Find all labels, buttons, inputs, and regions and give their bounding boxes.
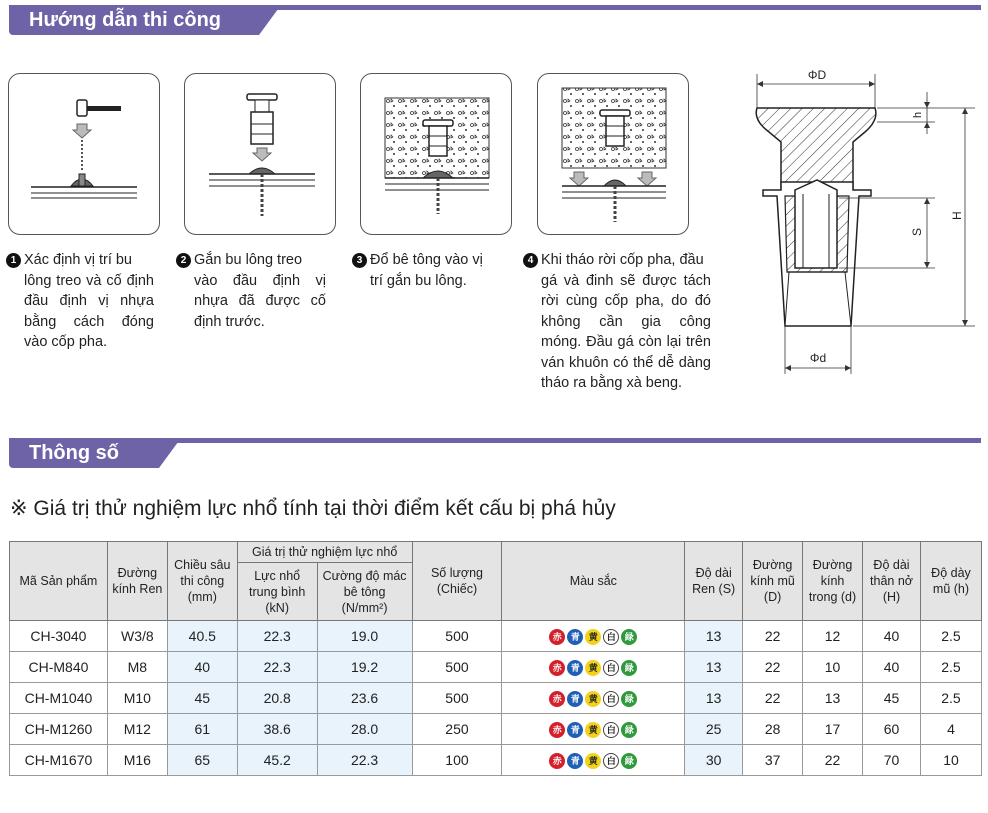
cell-h: 2.5 <box>920 683 981 714</box>
color-dot: 白 <box>603 629 619 645</box>
cell-strength: 19.2 <box>317 652 412 683</box>
cell-d: 13 <box>803 683 863 714</box>
cell-d: 10 <box>803 652 863 683</box>
cell-dia: M10 <box>107 683 167 714</box>
color-dot: 黄 <box>585 691 601 707</box>
color-dot: 赤 <box>549 722 565 738</box>
cell-depth: 40 <box>167 652 237 683</box>
dim-h: h <box>912 111 924 118</box>
cell-strength: 28.0 <box>317 714 412 745</box>
step-1-first-line: Xác định vị trí bu <box>24 252 132 268</box>
color-dot: 白 <box>603 691 619 707</box>
cell-code: CH-M840 <box>10 652 108 683</box>
cell-dia: W3/8 <box>107 621 167 652</box>
table-header-row <box>10 542 982 563</box>
cell-S: 30 <box>685 745 743 776</box>
cell-dia: M12 <box>107 714 167 745</box>
cell-d: 12 <box>803 621 863 652</box>
cell-S: 13 <box>685 621 743 652</box>
cell-pull: 45.2 <box>237 745 317 776</box>
th-H: Độ dài thân nở (H) <box>863 542 921 621</box>
table-body <box>10 621 982 776</box>
cell-qty: 500 <box>412 652 502 683</box>
step-2-text <box>176 250 326 332</box>
dim-S: S <box>910 227 924 236</box>
step-1-text <box>6 250 154 353</box>
step-2-number: 2 <box>176 253 191 268</box>
step-2-illustration <box>184 73 336 235</box>
color-dot: 青 <box>567 660 583 676</box>
cell-H: 70 <box>863 745 921 776</box>
th-D: Đường kính mũ (D) <box>743 542 803 621</box>
color-dot: 白 <box>603 722 619 738</box>
color-dot-group <box>549 722 637 738</box>
cell-H: 40 <box>863 621 921 652</box>
table-row <box>10 714 982 745</box>
color-dot: 赤 <box>549 691 565 707</box>
color-dot: 黄 <box>585 722 601 738</box>
cell-S: 13 <box>685 652 743 683</box>
cell-h: 4 <box>920 714 981 745</box>
color-dot: 赤 <box>549 753 565 769</box>
step-4-illustration <box>537 73 689 235</box>
table-row <box>10 683 982 714</box>
color-swatches <box>502 714 685 745</box>
step-2-rest: vào đầu định vị nhựa đã được cố định trước. <box>194 272 326 330</box>
anchor-cross-section-diagram <box>735 62 985 382</box>
th-qty: Số lượng (Chiếc) <box>412 542 502 621</box>
color-dot: 緑 <box>621 660 637 676</box>
table-row <box>10 621 982 652</box>
cell-D: 22 <box>743 652 803 683</box>
color-dot-group <box>549 660 637 676</box>
cell-depth: 61 <box>167 714 237 745</box>
step-1-number: 1 <box>6 253 21 268</box>
cell-depth: 40.5 <box>167 621 237 652</box>
color-dot-group <box>549 691 637 707</box>
cell-h: 2.5 <box>920 621 981 652</box>
step-3-rest: trí gắn bu lông. <box>370 272 467 289</box>
section-header-spec <box>9 438 981 468</box>
color-swatches <box>502 683 685 714</box>
th-h: Độ dày mũ (h) <box>920 542 981 621</box>
pull-test-note: ※ Giá trị thử nghiệm lực nhổ tính tại thời điểm kết cấu bị phá hủy <box>10 497 616 520</box>
color-dot: 青 <box>567 753 583 769</box>
cell-code: CH-3040 <box>10 621 108 652</box>
cell-pull: 20.8 <box>237 683 317 714</box>
dim-phi-D: ΦD <box>807 68 827 82</box>
cell-H: 45 <box>863 683 921 714</box>
th-color: Màu sắc <box>502 542 685 621</box>
step-3-first-line: Đổ bê tông vào vị <box>370 252 483 268</box>
th-diameter: Đường kính Ren <box>107 542 167 621</box>
color-swatches <box>502 621 685 652</box>
color-dot: 青 <box>567 722 583 738</box>
step-4-number: 4 <box>523 253 538 268</box>
color-dot-group <box>549 753 637 769</box>
section-title-spec: Thông số <box>9 438 159 468</box>
color-dot-group <box>549 629 637 645</box>
th-strength: Cường độ mác bê tông (N/mm²) <box>317 563 412 621</box>
th-S: Độ dài Ren (S) <box>685 542 743 621</box>
th-pull-group: Giá trị thử nghiệm lực nhổ <box>237 542 412 563</box>
step-3-illustration <box>360 73 512 235</box>
step-3-text <box>352 250 504 291</box>
cell-D: 22 <box>743 621 803 652</box>
cell-H: 40 <box>863 652 921 683</box>
cell-pull: 22.3 <box>237 621 317 652</box>
th-d: Đường kính trong (d) <box>803 542 863 621</box>
color-dot: 緑 <box>621 753 637 769</box>
dim-H: H <box>950 211 964 220</box>
step-1-illustration <box>8 73 160 235</box>
step-4-text <box>523 250 711 394</box>
color-dot: 青 <box>567 691 583 707</box>
color-dot: 緑 <box>621 691 637 707</box>
table-row <box>10 652 982 683</box>
section-header-guide <box>9 5 981 35</box>
color-dot: 緑 <box>621 629 637 645</box>
cell-dia: M8 <box>107 652 167 683</box>
th-code: Mã Sản phẩm <box>10 542 108 621</box>
color-dot: 白 <box>603 660 619 676</box>
cell-code: CH-M1040 <box>10 683 108 714</box>
cell-dia: M16 <box>107 745 167 776</box>
color-dot: 赤 <box>549 660 565 676</box>
cell-strength: 22.3 <box>317 745 412 776</box>
step-3-number: 3 <box>352 253 367 268</box>
cell-S: 13 <box>685 683 743 714</box>
color-dot: 赤 <box>549 629 565 645</box>
color-dot: 青 <box>567 629 583 645</box>
cell-code: CH-M1670 <box>10 745 108 776</box>
color-dot: 黄 <box>585 753 601 769</box>
cell-d: 17 <box>803 714 863 745</box>
cell-D: 22 <box>743 683 803 714</box>
th-pull-avg: Lực nhổ trung bình (kN) <box>237 563 317 621</box>
cell-d: 22 <box>803 745 863 776</box>
color-swatches <box>502 652 685 683</box>
color-dot: 黄 <box>585 629 601 645</box>
color-dot: 白 <box>603 753 619 769</box>
step-4-first-line: Khi tháo rời cốp pha, đầu <box>541 252 704 268</box>
cell-strength: 19.0 <box>317 621 412 652</box>
cell-code: CH-M1260 <box>10 714 108 745</box>
dim-phi-d: Φd <box>809 351 827 365</box>
cell-qty: 250 <box>412 714 502 745</box>
cell-qty: 500 <box>412 621 502 652</box>
cell-depth: 45 <box>167 683 237 714</box>
color-dot: 緑 <box>621 722 637 738</box>
cell-D: 28 <box>743 714 803 745</box>
color-dot: 黄 <box>585 660 601 676</box>
section-title-guide: Hướng dẫn thi công <box>9 5 259 35</box>
cell-H: 60 <box>863 714 921 745</box>
cell-strength: 23.6 <box>317 683 412 714</box>
cell-pull: 38.6 <box>237 714 317 745</box>
th-depth: Chiều sâu thi công (mm) <box>167 542 237 621</box>
cell-h: 2.5 <box>920 652 981 683</box>
table-row <box>10 745 982 776</box>
cell-D: 37 <box>743 745 803 776</box>
step-2-first-line: Gắn bu lông treo <box>194 252 303 268</box>
step-4-rest: gá và đinh sẽ được tách rời cùng cốp pha, do đó không cần gia công móng. Đầu gá còn lại trên ván khuôn có thể dễ dàng tháo ra bằng xà beng. <box>541 272 711 391</box>
cell-depth: 65 <box>167 745 237 776</box>
cell-pull: 22.3 <box>237 652 317 683</box>
cell-h: 10 <box>920 745 981 776</box>
cell-S: 25 <box>685 714 743 745</box>
cell-qty: 100 <box>412 745 502 776</box>
step-1-rest: lông treo và cố định đầu định vị nhựa bằng cách đóng vào cốp pha. <box>24 272 154 350</box>
spec-table <box>9 541 982 776</box>
color-swatches <box>502 745 685 776</box>
cell-qty: 500 <box>412 683 502 714</box>
